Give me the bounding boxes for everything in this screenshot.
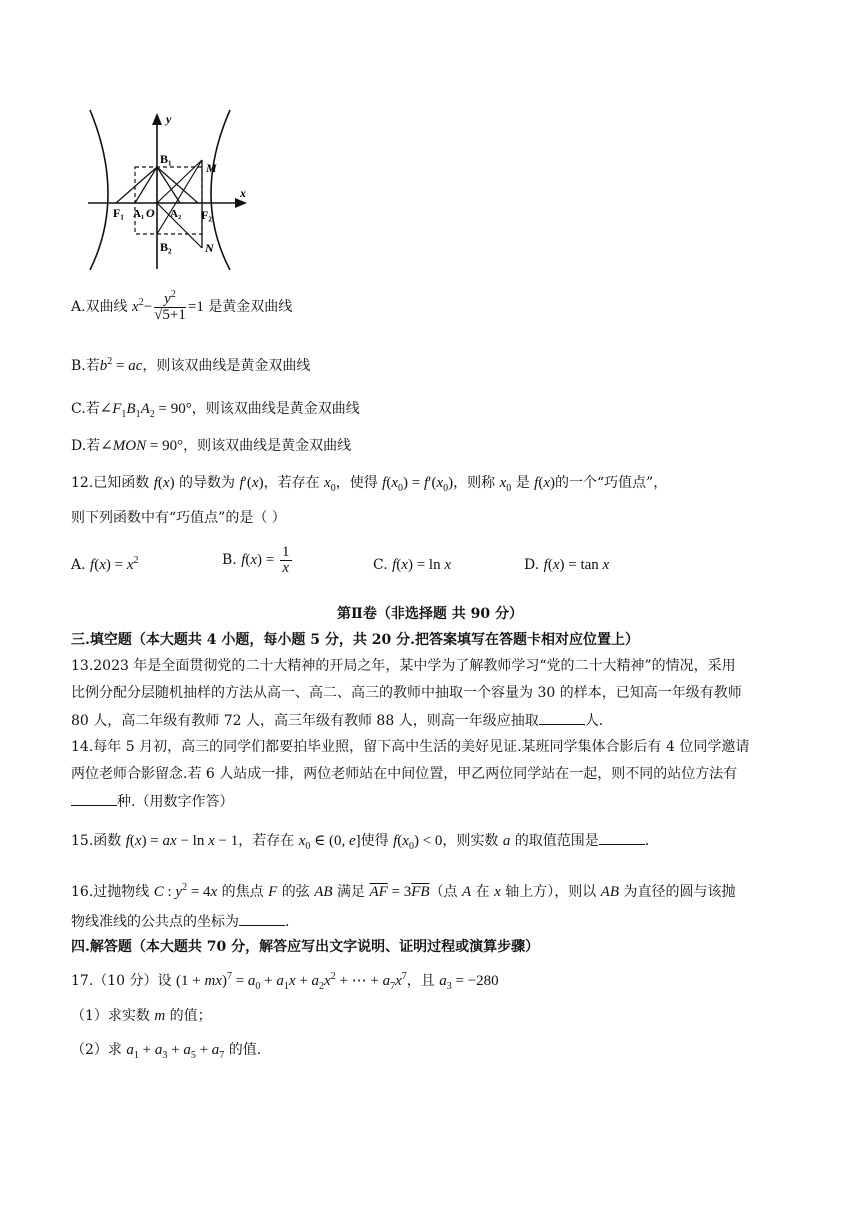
q13-line1: 13.2023 年是全面贯彻党的二十大精神的开局之年，某中学为了解教师学习“党的二十大精神”的情况，采用 bbox=[71, 658, 736, 674]
label-N: N bbox=[205, 241, 214, 255]
q12-x0-b: $x_0$ bbox=[499, 475, 512, 494]
q11-option-b bbox=[71, 356, 310, 376]
q12-option-d bbox=[524, 555, 609, 575]
q16-AB: AB bbox=[314, 884, 333, 900]
q16-parabola: C : $y^2 = 4x$ bbox=[153, 882, 218, 900]
q16-x: x bbox=[494, 884, 501, 900]
q16-F: F bbox=[268, 884, 278, 900]
q11-c-formula: $\angle F_1B_1A_2 = 90^\circ$ bbox=[99, 401, 192, 420]
q12-x0: $x_0$ bbox=[324, 475, 336, 494]
label-B1: B₁ bbox=[160, 152, 172, 166]
q12-text-b: 的导数为 bbox=[179, 475, 236, 491]
q11-a-prefix: A.双曲线 bbox=[71, 298, 128, 315]
q14-line3-suffix: 种.（用数字作答） bbox=[117, 794, 234, 810]
section-3-title: 三.填空题（本大题共 4 小题，每小题 5 分，共 20 分.把答案填写在答题卡相对应位置上） bbox=[71, 632, 639, 648]
q13-line2: 比例分配分层随机抽样的方法从高一、高二、高三的教师中抽取一个容量为 30 的样本，已知高一年级有教师 bbox=[71, 685, 742, 701]
q14-line3 bbox=[71, 791, 233, 812]
q15-interval: $x_0$ ∈ (0, e] bbox=[298, 833, 361, 852]
q16-end: . bbox=[285, 914, 290, 930]
q15-text-c: 使得 bbox=[360, 833, 389, 849]
q12-line1 bbox=[71, 473, 667, 493]
label-x: x bbox=[240, 186, 246, 200]
q17-m: m bbox=[154, 1008, 166, 1024]
q15-function: f(x) = ax − ln x − 1 bbox=[125, 833, 239, 849]
q12-text-d: ，使得 bbox=[335, 475, 378, 491]
q11-option-d bbox=[71, 436, 351, 456]
q11-d-prefix: D.若 bbox=[71, 438, 101, 454]
q12-d-formula: f(x) = tan x bbox=[543, 557, 610, 573]
q11-b-formula: $b^2$ = ac bbox=[99, 356, 143, 374]
q17-p2-text-a: （2）求 bbox=[71, 1042, 122, 1058]
q11-d-formula: ∠MON = 90° bbox=[100, 438, 184, 454]
y-axis-arrow bbox=[152, 113, 162, 125]
q12-text-line2: 则下列函数中有“巧值点”的是（ ） bbox=[71, 510, 286, 526]
q12-fpx: f′(x) bbox=[239, 475, 264, 491]
q17-p2-text-b: 的值. bbox=[228, 1042, 262, 1058]
q13-line3 bbox=[71, 710, 603, 731]
q13-line3-prefix: 80 人，高二年级有教师 72 人，高三年级有教师 88 人，则高一年级应抽取 bbox=[71, 713, 539, 729]
q15-text-d: ，则实数 bbox=[442, 833, 499, 849]
line-A1-B1 bbox=[135, 167, 157, 203]
q12-text-e: ，则称 bbox=[453, 475, 496, 491]
hyperbola-right-branch bbox=[211, 110, 230, 270]
q16-text-c: 的弦 bbox=[281, 884, 310, 900]
q17-sum: $a_1 + a_3 + a_5 + a_7$ bbox=[126, 1042, 225, 1061]
q16-text-d: 满足 bbox=[336, 884, 365, 900]
section-2-title: 第Ⅱ卷（非选择题 共 90 分） bbox=[337, 606, 523, 622]
q17-expansion: $(1 + mx)^7 = a_0 + a_1x + a_2x^2$ + ⋯ + $a_7x^7$ bbox=[175, 971, 407, 992]
q15-end: . bbox=[644, 833, 650, 849]
q15-text-e: 的取值范围是 bbox=[514, 833, 599, 849]
q12-b-label: B. bbox=[222, 551, 237, 568]
q12-text-c: ，若存在 bbox=[263, 475, 320, 491]
q15-a: a bbox=[502, 833, 511, 849]
q12-option-b bbox=[222, 545, 294, 576]
q14-line2: 两位老师合影留念.若 6 人站成一排，两位老师站在中间位置，甲乙两位同学站在一起，则不同的站位方法有 bbox=[71, 766, 738, 782]
q17-stem bbox=[71, 971, 499, 991]
q16-text-e: （点 bbox=[429, 884, 458, 900]
label-A2: A₂ bbox=[170, 208, 182, 220]
q16-line1 bbox=[71, 882, 735, 902]
q16-vector-eq: $\overline{AF} = 3\overline{FB}$ bbox=[369, 884, 430, 900]
q12-line2 bbox=[71, 508, 286, 528]
q16-line2-prefix: 物线准线的公共点的坐标为 bbox=[71, 914, 239, 930]
q12-option-a bbox=[71, 555, 139, 575]
label-y: y bbox=[166, 112, 172, 126]
q11-d-suffix: ，则该双曲线是黄金双曲线 bbox=[183, 438, 352, 454]
q12-c-formula: f(x) = ln x bbox=[392, 557, 452, 573]
label-F1: F₁ bbox=[113, 206, 124, 220]
q15-text-b: ，若存在 bbox=[238, 833, 295, 849]
label-O: O bbox=[146, 206, 155, 220]
q16-line2 bbox=[71, 911, 289, 932]
q11-option-a bbox=[71, 289, 293, 323]
q12-text-a: 12.已知函数 bbox=[71, 475, 150, 491]
q12-text-f: 是 bbox=[515, 475, 530, 491]
q11-option-c bbox=[71, 399, 360, 419]
q12-eq: $f(x_0) = f'(x_0)$ bbox=[382, 475, 454, 494]
q16-text-b: 的焦点 bbox=[221, 884, 264, 900]
label-M: M bbox=[206, 161, 217, 175]
q11-b-suffix: ，则该双曲线是黄金双曲线 bbox=[142, 358, 311, 374]
section-4-title: 四.解答题（本大题共 70 分，解答应写出文字说明、证明过程或演算步骤） bbox=[71, 939, 540, 955]
line-F1-B1-A2 bbox=[116, 167, 180, 203]
q13-line3-suffix: 人. bbox=[584, 713, 604, 729]
label-F2: F₂ bbox=[201, 208, 212, 222]
q12-d-label: D. bbox=[524, 557, 540, 573]
q16-A: A bbox=[462, 884, 472, 900]
q17-p1-text-a: （1）求实数 bbox=[71, 1008, 150, 1024]
q15-text-a: 15.函数 bbox=[71, 833, 122, 849]
hyperbola-figure bbox=[80, 105, 260, 270]
q14-answer-blank bbox=[71, 791, 117, 806]
label-A1: A₁ bbox=[133, 208, 145, 220]
q12-fx-b: f(x) bbox=[534, 475, 555, 491]
q16-text-h: 为直径的圆与该抛 bbox=[623, 884, 736, 900]
q16-answer-blank bbox=[239, 911, 285, 926]
label-B2: B₂ bbox=[160, 240, 172, 254]
q12-option-c bbox=[373, 555, 451, 575]
q17-a3: $a_3 = -280$ bbox=[439, 973, 499, 992]
q11-a-formula: $x^2-$ $\frac{y^2}{√5+1}$ =1 bbox=[132, 289, 204, 323]
q17-p1-text-b: 的值； bbox=[169, 1008, 212, 1024]
q12-a-formula: $f(x) = x^2$ bbox=[90, 555, 139, 573]
q16-text-a: 16.过抛物线 bbox=[71, 884, 150, 900]
q12-fx: f(x) bbox=[153, 475, 175, 491]
q11-b-prefix: B.若 bbox=[71, 358, 100, 374]
q12-c-label: C. bbox=[373, 557, 388, 573]
q15-ineq: $f(x_0) < 0$ bbox=[393, 833, 443, 852]
q17-text-b: ，且 bbox=[406, 973, 435, 989]
q11-c-suffix: ，则该双曲线是黄金双曲线 bbox=[191, 401, 360, 417]
hyperbola-left-branch bbox=[90, 110, 108, 270]
q12-a-label: A. bbox=[71, 557, 86, 573]
q17-part2 bbox=[71, 1040, 261, 1060]
q13-answer-blank bbox=[539, 710, 585, 725]
q11-c-prefix: C.若 bbox=[71, 401, 100, 417]
q16-AB-b: AB bbox=[600, 884, 619, 900]
q12-b-formula: f(x) = $\frac{1}{x}$ bbox=[241, 544, 290, 576]
q16-text-f: 在 bbox=[475, 884, 490, 900]
q11-a-suffix: 是黄金双曲线 bbox=[208, 298, 293, 315]
q16-text-g: 轴上方），则以 bbox=[505, 884, 597, 900]
q17-part1 bbox=[71, 1006, 212, 1026]
q15 bbox=[71, 830, 649, 851]
q15-answer-blank bbox=[599, 830, 645, 845]
q17-text-a: 17.（10 分）设 bbox=[71, 973, 172, 989]
q14-line1: 14.每年 5 月初，高三的同学们都要拍毕业照，留下高中生活的美好见证.某班同学集体合影后有 4 位同学邀请 bbox=[71, 739, 750, 755]
q12-text-g: 的一个“巧值点”， bbox=[554, 475, 668, 491]
